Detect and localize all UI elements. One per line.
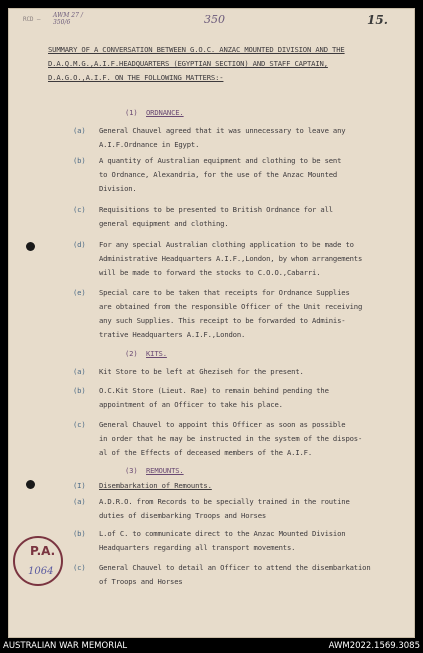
item-line: A quantity of Australian equipment and clothing to be sent — [99, 156, 342, 165]
item-line: Administrative Headquarters A.I.F.,London, by whom arrangements — [99, 254, 363, 263]
item-line: general equipment and clothing. — [99, 219, 229, 228]
item-label: (a) — [73, 126, 86, 135]
section-3-number: (3) — [125, 466, 138, 475]
item-label: (d) — [73, 240, 86, 249]
item-line: in order that he may be instructed in the system of the dispos- — [99, 434, 363, 443]
section-2-number: (2) — [125, 349, 138, 358]
footer-accession: AWM2022.1569.3085 — [328, 641, 420, 651]
item-label: (I) — [73, 481, 86, 490]
item-line: Requisitions to be presented to British Ordnance for all — [99, 205, 333, 214]
item-line: Headquarters regarding all transport movements. — [99, 543, 296, 552]
item-line: A.I.F.Ordnance in Egypt. — [99, 140, 200, 149]
section-2-heading: KITS. — [146, 349, 167, 358]
item-line: Division. — [99, 184, 137, 193]
item-line: are obtained from the responsible Officer of the Unit receiving — [99, 302, 363, 311]
item-line: O.C.Kit Store (Lieut. Rae) to remain behind pending the — [99, 386, 329, 395]
stamp-number: 1064 — [28, 566, 54, 577]
item-label: (b) — [73, 386, 86, 395]
item-label: (a) — [73, 497, 86, 506]
item-line: duties of disembarking Troops and Horses — [99, 511, 267, 520]
item-label: (a) — [73, 367, 86, 376]
item-line: of Troops and Horses — [99, 577, 183, 586]
item-line: General Chauvel to detail an Officer to attend the disembarkation — [99, 563, 371, 572]
item-label: (c) — [73, 563, 86, 572]
document-page — [8, 8, 415, 638]
section-3-heading: REMOUNTS. — [146, 466, 184, 475]
item-line: For any special Australian clothing application to be made to — [99, 240, 354, 249]
item-line: Special care to be taken that receipts for Ordnance Supplies — [99, 288, 350, 297]
item-line: L.of C. to communicate direct to the Anzac Mounted Division — [99, 529, 346, 538]
folio-number: 15. — [367, 13, 388, 27]
ref-left: RCD — — [23, 16, 41, 23]
item-line: General Chauvel to appoint this Officer as soon as possible — [99, 420, 346, 429]
item-line: appointment of an Officer to take his place. — [99, 400, 283, 409]
handwritten-reference: AWM 27 / 350/6 — [53, 12, 83, 26]
title-line-2: D.A.Q.M.G.,A.I.F.HEADQUARTERS (EGYPTIAN SECTION) AND STAFF CAPTAIN, — [48, 59, 328, 68]
title-line-1: SUMMARY OF A CONVERSATION BETWEEN G.O.C. ANZAC MOUNTED DIVISION AND THE — [48, 45, 345, 54]
item-label: (b) — [73, 529, 86, 538]
title-line-3: D.A.G.O.,A.I.F. ON THE FOLLOWING MATTERS:- — [48, 73, 224, 82]
item-line: trative Headquarters A.I.F.,London. — [99, 330, 246, 339]
stamp-letters: P.A. — [30, 544, 56, 558]
section-1-number: (1) — [125, 108, 138, 117]
punch-hole — [26, 242, 35, 251]
item-line: any such Supplies. This receipt to be forwarded to Adminis- — [99, 316, 346, 325]
page-number: 350 — [204, 13, 225, 26]
punch-hole — [26, 480, 35, 489]
item-line: Kit Store to be left at Gheziseh for the present. — [99, 367, 304, 376]
item-line: A.D.R.O. from Records to be specially trained in the routine — [99, 497, 350, 506]
item-line: to Ordnance, Alexandria, for the use of the Anzac Mounted — [99, 170, 338, 179]
section-1-heading: ORDNANCE. — [146, 108, 184, 117]
item-line: al of the Effects of deceased members of the A.I.F. — [99, 448, 313, 457]
footer-bar — [0, 639, 423, 653]
item-line: Disembarkation of Remounts. — [99, 481, 212, 490]
item-label: (c) — [73, 420, 86, 429]
item-label: (c) — [73, 205, 86, 214]
footer-institution: AUSTRALIAN WAR MEMORIAL — [3, 641, 128, 651]
item-label: (b) — [73, 156, 86, 165]
item-label: (e) — [73, 288, 86, 297]
archive-stamp — [13, 536, 63, 586]
item-line: General Chauvel agreed that it was unnecessary to leave any — [99, 126, 346, 135]
item-line: will be made to forward the stocks to C.O.O.,Cabarri. — [99, 268, 321, 277]
